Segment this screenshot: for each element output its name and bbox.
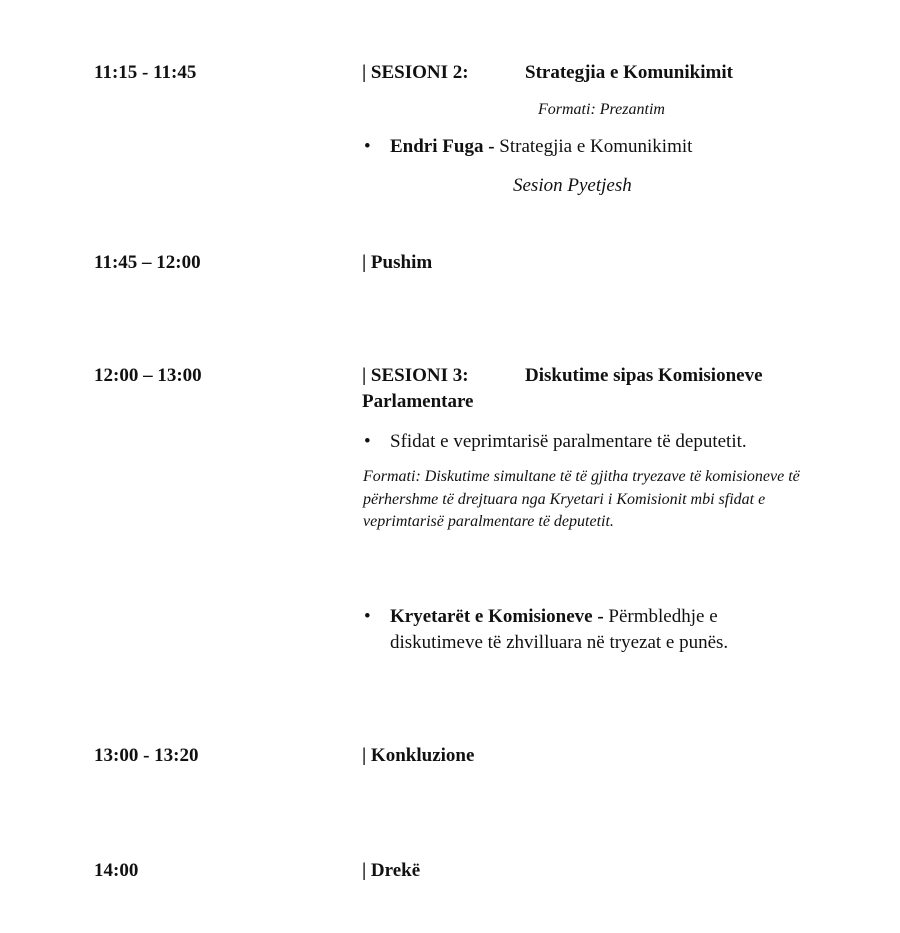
bullet-item [390,136,692,158]
time: 14:00 [94,860,139,881]
speaker-name: Endri Fuga - [390,136,495,157]
time: 11:15 - 11:45 [94,62,197,83]
note: Sesion Pyetjesh [513,175,632,196]
session-title: Diskutime sipas Komisioneve [525,365,763,386]
session-label: | Pushim [362,252,433,273]
session-title-cont: Parlamentare [362,391,474,412]
session-title: Strategjia e Komunikimit [525,62,733,83]
time: 13:00 - 13:20 [94,745,199,766]
session-label: | SESIONI 2: [362,62,469,83]
topic: Strategjia e Komunikimit [499,136,693,157]
bullet-item [390,606,718,628]
format-text: Formati: Prezantim [538,101,665,118]
bullet-icon: • [364,136,371,157]
time: 11:45 – 12:00 [94,252,201,273]
time: 12:00 – 13:00 [94,365,202,386]
bullet-item-cont: diskutimeve të zhvilluara në tryezat e punës. [390,632,729,653]
bullet-item: Sfidat e veprimtarisë paralmentare të deputetit. [390,431,747,452]
speaker-name: Kryetarët e Komisioneve - [390,606,604,627]
session-label: | Drekë [362,860,421,881]
session-label: | SESIONI 3: [362,365,469,386]
bullet-icon: • [364,431,371,452]
session-label: | Konkluzione [362,745,475,766]
bullet-icon: • [364,606,371,627]
format-text: Formati: Diskutime simultane të të gjitha tryezave të komisioneve të përhershme të drejtuara nga Kryetari i Komisionit mbi sfidat e veprimtarisë paralmentare të deputetit. [363,468,800,530]
topic: Përmbledhje e [608,606,718,627]
